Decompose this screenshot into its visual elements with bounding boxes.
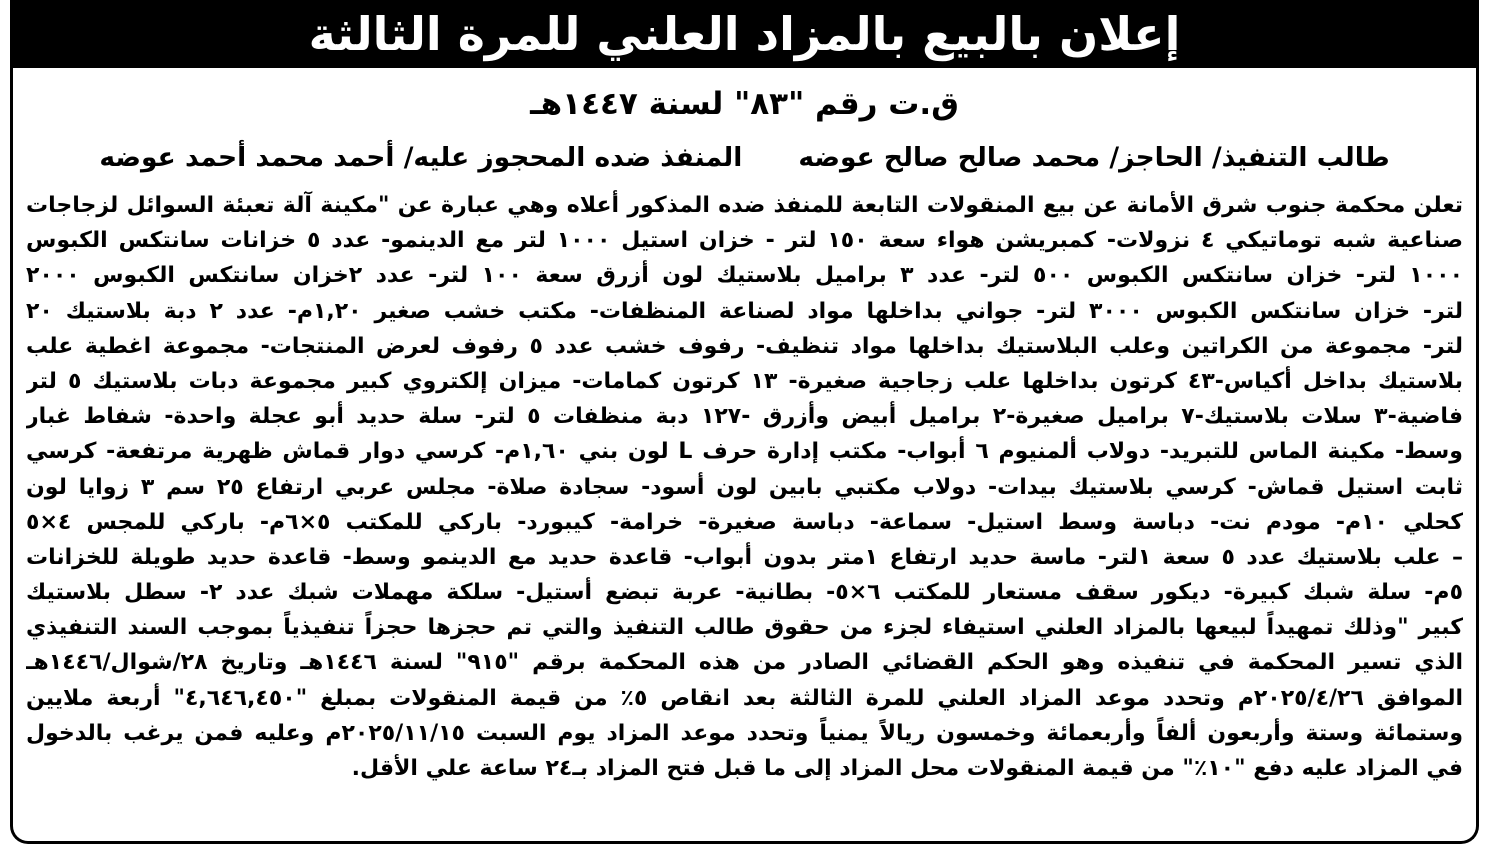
parties-line <box>95 142 1394 173</box>
notice-body <box>26 188 1463 786</box>
body-line: في المزاد عليه دفع "١٠٪" من قيمة المنقولات محل المزاد إلى ما قبل فتح المزاد بـ٢٤ ساعة علي الأقل. <box>351 756 1463 781</box>
body-line: فاضية-٣ سلات بلاستيك-٧ براميل صغيرة-٢ براميل أبيض وأزرق -١٢٧ دبة منظفات ٥ لتر- سلة حديد أبو عجلة واحدة- شفاط غبار <box>26 404 1463 430</box>
body-line: كحلي ١٠م- مودم نت- دباسة وسط استيل- سماعة- دباسة صغيرة- خرامة- كيبورد- باركي للمكتب ٥×٦م- باركي للمجس ٤×٥ <box>26 509 1463 535</box>
body-line: صناعية شبه توماتيكي ٤ نزولات- كمبريشن هواء سعة ١٥٠ لتر - خزان استيل ١٠٠٠ لتر مع الدينمو- عدد ٥ خزانات سانتكس الكبوس <box>26 228 1463 254</box>
body-line: ١٠٠٠ لتر- خزان سانتكس الكبوس ٥٠٠ لتر- عدد ٣ براميل بلاستيك لون أزرق سعة ١٠٠ لتر- عدد ٢خزان سانتكس الكبوس ٢٠٠٠ <box>26 263 1463 289</box>
case-number: ق.ت رقم "٨٣" لسنة ١٤٤٧هـ <box>530 86 959 122</box>
notice-title: إعلان بالبيع بالمزاد العلني للمرة الثالثة <box>308 7 1181 61</box>
execution-debtor: المنفذ ضده المحجوز عليه/ أحمد محمد أحمد عوضه <box>99 142 743 173</box>
body-line: – علب بلاستيك عدد ٥ سعة ١لتر- ماسة حديد ارتفاع ١متر بدون أبواب- قاعدة حديد مع الدينمو وسط- قاعدة حديد طويلة للخزانات <box>26 544 1463 570</box>
header-bar <box>10 0 1479 68</box>
body-line: الموافق ٢٠٢٥/٤/٢٦م وتحدد موعد المزاد العلني للمرة الثالثة بعد انقاص ٥٪ من قيمة المنقولات بمبلغ "٤,٦٤٦,٤٥٠" أربعة ملايين <box>26 685 1463 711</box>
body-line: وستمائة وستة وأربعون ألفاً وأربعمائة وخمسون ريالاً يمنياً وتحدد موعد المزاد يوم السبت ٢٠٢٥/١١/١٥م وعليه فمن يرغب بالدخول <box>26 720 1463 746</box>
body-line: وسط- مكينة الماس للتبريد- دولاب ألمنيوم ٦ أبواب- مكتب إدارة حرف L لون بني ١,٦٠م- كرسي دوار قماش ظهرية مرتفعة- كرسي <box>26 439 1463 465</box>
body-line: ثابت استيل قماش- كرسي بلاستيك بيدات- دولاب مكتبي بابين لون أسود- سجادة صلاة- مجلس عربي ارتفاع ٢٥ سم ٣ زوايا لون <box>26 474 1463 500</box>
body-line: ٥م- سلة شبك كبيرة- ديكور سقف مستعار للمكتب ٦×٥- بطانية- عربة تبضع أستيل- سلكة مهملات شبك عدد ٢- سطل بلاستيك <box>26 580 1463 606</box>
body-line: الذي تسير المحكمة في تنفيذه وهو الحكم القضائي الصادر من هذه المحكمة برقم "٩١٥" لسنة ١٤٤٦هـ وتاريخ ٢٨/شوال/١٤٤٦هـ <box>26 650 1463 676</box>
body-line: لتر- مجموعة من الكراتين وعلب البلاستيك بداخلها مواد تنظيف- رفوف خشب عدد ٥ رفوف لعرض المنتجات- مجموعة اغطية علب <box>26 333 1463 359</box>
execution-requester: طالب التنفيذ/ الحاجز/ محمد صالح صالح عوضه <box>798 142 1390 173</box>
body-line: تعلن محكمة جنوب شرق الأمانة عن بيع المنقولات التابعة للمنفذ ضده المذكور أعلاه وهي عبارة عن "مكينة آلة تعبئة السوائل لزجاجات <box>26 193 1463 218</box>
body-line: لتر- خزان سانتكس الكبوس ٣٠٠٠ لتر- جواني بداخلها مواد لصناعة المنظفات- مكتب خشب صغير ١,٢٠م- عدد ٢ دبة بلاستيك ٢٠ <box>26 298 1463 324</box>
body-line: كبير "وذلك تمهيداً لبيعها بالمزاد العلني استيفاء لجزء من حقوق طالب التنفيذ والتي تم حجزها حجزاً تنفيذياً بموجب السند التنفيذي <box>26 615 1463 641</box>
body-line: بلاستيك بداخل أكياس-٤٣ كرتون بداخلها علب زجاجية صغيرة- ١٣ كرتون كمامات- ميزان إلكتروي كبير مجموعة دبات بلاستيك ٥ لتر <box>26 368 1463 394</box>
